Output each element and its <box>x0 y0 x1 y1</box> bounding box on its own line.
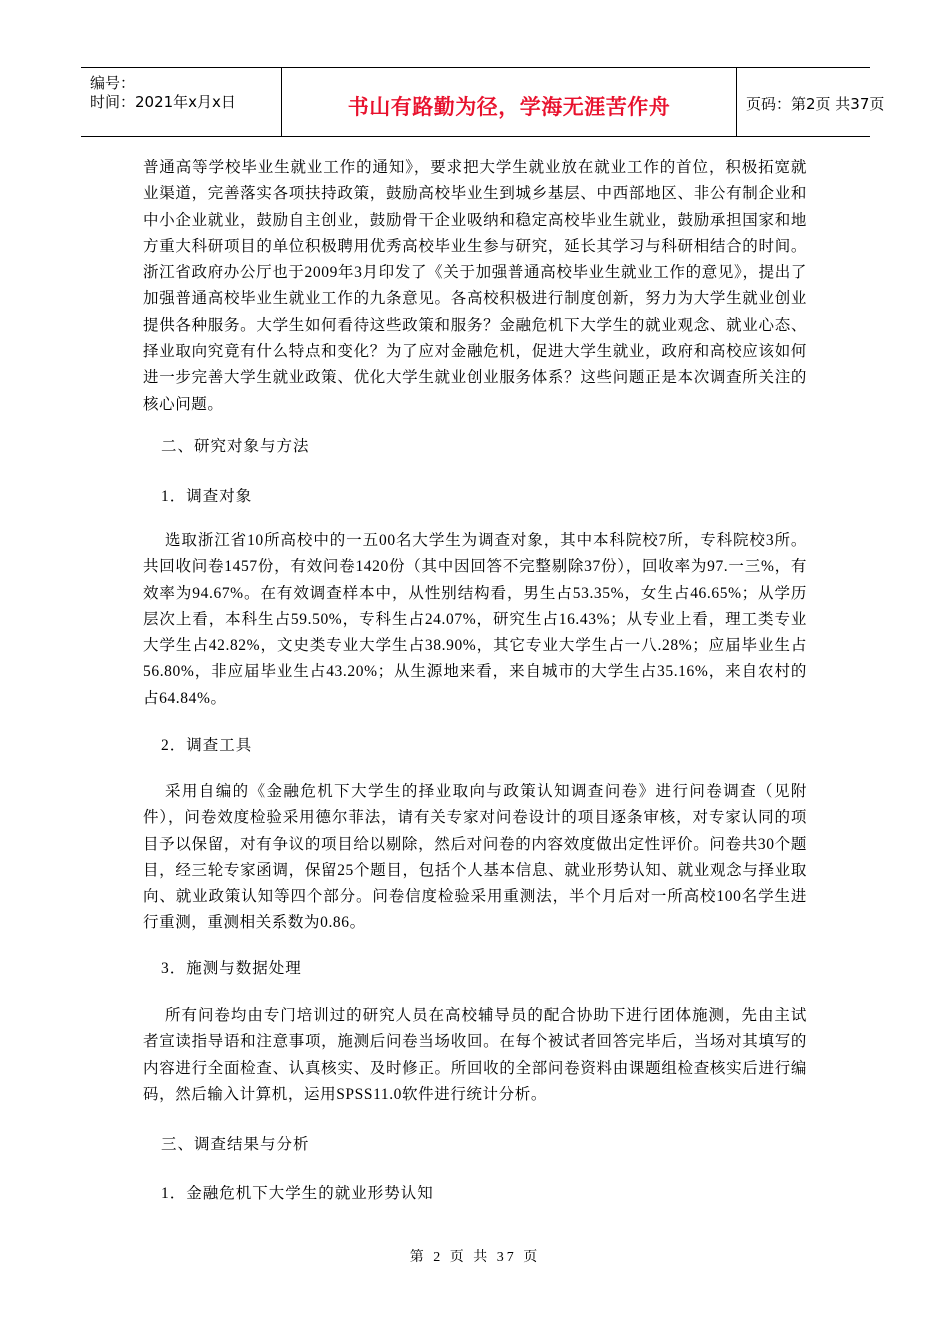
header-page-cell <box>737 68 885 136</box>
header-motto: 书山有路勤为径，学海无涯苦作舟 <box>347 95 671 119</box>
body-paragraph-1 <box>143 155 807 418</box>
subheading-testing-data-processing: 3．施测与数据处理 <box>161 960 302 977</box>
body-paragraph-4 <box>143 1003 807 1108</box>
subheading-survey-subjects: 1．调查对象 <box>161 488 253 505</box>
subheading-employment-perception: 1．金融危机下大学生的就业形势认知 <box>161 1185 434 1202</box>
paragraph-text: 采用自编的《金融危机下大学生的择业取向与政策认知调查问卷》进行问卷调查（见附件），问卷效度检验采用德尔菲法，请有关专家对问卷设计的项目逐条审核，对专家认同的项目予以保留，对有争议的项目给以剔除，然后对问卷的内容效度做出定性评价。问卷共30个题目，经三轮专家函调，保留25个题目，包括个人基本信息、就业形势认知、就业观念与择业取向、就业政策认知等四个部分。问卷信度检验采用重测法，半个月后对一所高校100名学生进行重测，重测相关系数为0.86。 <box>143 783 807 932</box>
page-footer: 第 2 页 共 37 页 <box>409 1250 541 1265</box>
paragraph-text: 普通高等学校毕业生就业工作的通知》，要求把大学生就业放在就业工作的首位，积极拓宽就业渠道，完善落实各项扶持政策，鼓励高校毕业生到城乡基层、中西部地区、非公有制企业和中小企业就业，鼓励自主创业，鼓励骨干企业吸纳和稳定高校毕业生就业，鼓励承担国家和地方重大科研项目的单位积极聘用优秀高校毕业生参与研究，延长其学习与科研相结合的时间。浙江省政府办公厅也于2009年3月印发了《关于加强普通高校毕业生就业工作的意见》，提出了加强普通高校毕业生就业工作的九条意见。各高校积极进行制度创新，努力为大学生就业创业提供各种服务。大学生如何看待这些政策和服务？金融危机下大学生的就业观念、就业心态、择业取向究竟有什么特点和变化？为了应对金融危机，促进大学生就业，政府和高校应该如何进一步完善大学生就业政策、优化大学生就业创业服务体系？这些问题正是本次调查所关注的核心问题。 <box>143 159 807 413</box>
header-page-info: 页码：第2页 共37页 <box>746 95 885 113</box>
subheading-survey-tools: 2．调查工具 <box>161 737 253 754</box>
paragraph-text: 所有问卷均由专门培训过的研究人员在高校辅导员的配合协助下进行团体施测，先由主试者宣读指导语和注意事项，施测后问卷当场收回。在每个被试者回答完毕后，当场对其填写的内容进行全面检查、认真核实、及时修正。所回收的全部问卷资料由课题组检查核实后进行编码，然后输入计算机，运用SPSS11.0软件进行统计分析。 <box>143 1007 807 1103</box>
body-paragraph-3 <box>143 779 807 937</box>
paragraph-text: 选取浙江省10所高校中的一五00名大学生为调查对象，其中本科院校7所，专科院校3所。共回收问卷1457份，有效问卷1420份（其中因回答不完整剔除37份），回收率为97.一三%，有效率为94.67%。在有效调查样本中，从性别结构看，男生占53.35%，女生占46.65%；从学历层次上看，本科生占59.50%，专科生占24.07%，研究生占16.43%；从专业上看，理工类专业大学生占42.82%，文史类专业大学生占38.90%，其它专业大学生占一八.28%；应届毕业生占56.80%，非应届毕业生占43.20%；从生源地来看，来自城市的大学生占35.16%，来自农村的占64.84%。 <box>143 532 807 707</box>
section-heading-research-methods: 二、研究对象与方法 <box>161 438 310 455</box>
section-heading-results: 三、调查结果与分析 <box>161 1136 310 1153</box>
header-motto-cell <box>281 68 737 136</box>
header-left-cell <box>81 68 281 136</box>
document-time-label: 时间：2021年x月x日 <box>90 93 236 111</box>
header-table <box>81 67 885 137</box>
document-number-label: 编号： <box>90 74 136 92</box>
body-paragraph-2 <box>143 528 807 712</box>
